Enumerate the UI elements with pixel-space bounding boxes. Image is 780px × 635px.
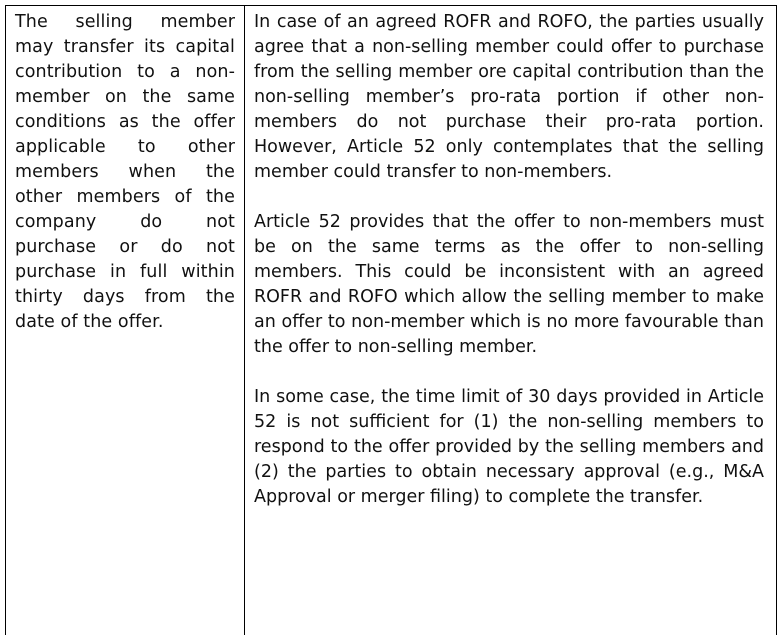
column-divider (244, 6, 245, 635)
right-cell (254, 10, 764, 535)
left-cell-text: The selling member may transfer its capital contribution to a non-member on the same conditions as the offer applicable to other members when the other members of the company do not purchase or do not purchase in full within thirty days from the date of the offer. (15, 12, 235, 332)
right-paragraph-2: Article 52 provides that the offer to non-members must be on the same terms as the offer to non-selling members. This could be inconsistent with an agreed ROFR and ROFO which allow the selling member to make an offer to non-member which is no more favourable than the offer to non-selling member. (254, 212, 764, 357)
right-paragraph-3: In some case, the time limit of 30 days provided in Article 52 is not sufficient for (1) the non-selling members to respond to the offer provided by the selling members and (2) the parties to obtain necessary approval (e.g., M&A Approval or merger filing) to complete the transfer. (254, 387, 764, 507)
right-paragraph-1: In case of an agreed ROFR and ROFO, the parties usually agree that a non-selling member could offer to purchase from the selling member ore capital contribution than the non-selling member’s pro-rata portion if other non-members do not purchase their pro-rata portion. However, Article 52 only contemplates that the selling member could transfer to non-members. (254, 12, 764, 182)
comparison-table (5, 5, 777, 635)
